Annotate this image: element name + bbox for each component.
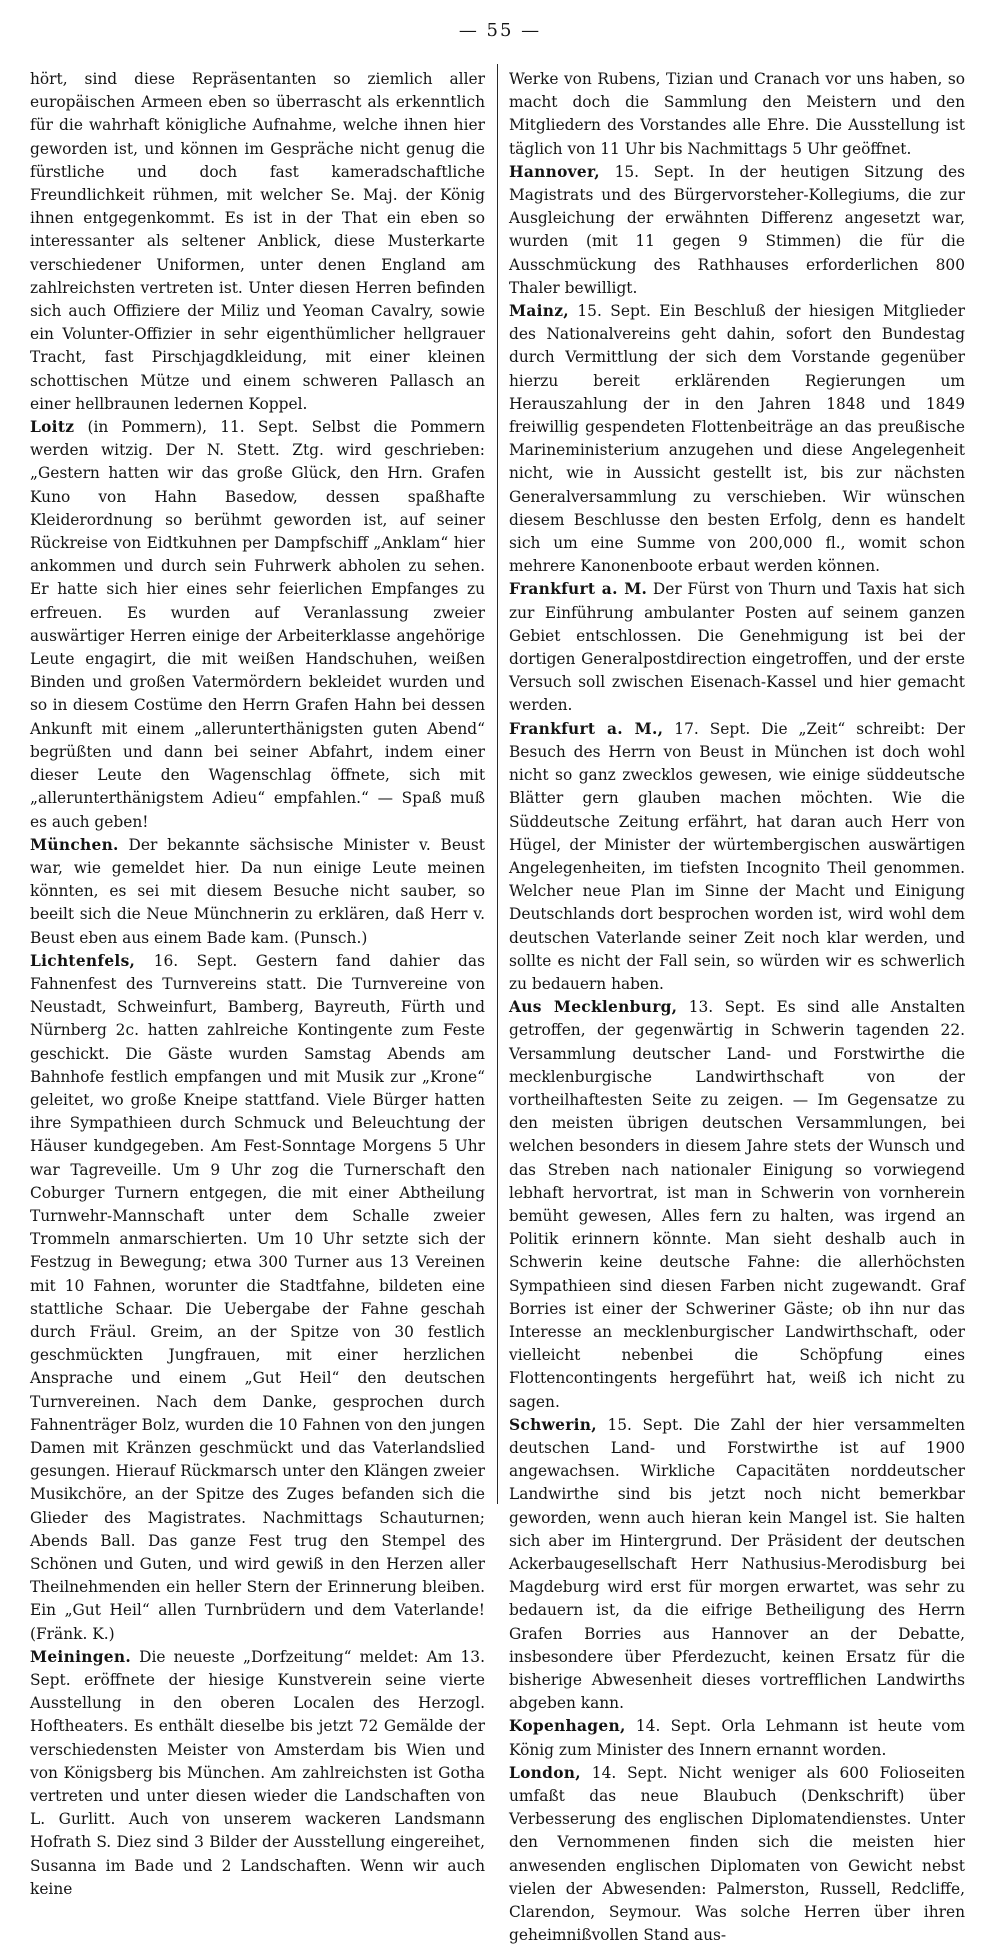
column-divider [497, 64, 498, 1504]
news-source: (Fränk. K.) [30, 1624, 115, 1643]
dateline-place: Aus Mecklenburg, [509, 998, 678, 1017]
news-item-london [509, 1762, 965, 1947]
news-source: (Punsch.) [293, 928, 368, 947]
dateline-place: Loitz [30, 418, 75, 437]
news-text: Der bekannte sächsische Minister v. Beust war, wie gemeldet hier. Da nun einige Leute meinen könnten, es sei mit diesem Besuche nicht sauber, so beeilt sich die Neue Münchnerin zu erklären, daß Herr v. Beust eben aus einem Bade kam. [30, 835, 485, 947]
right-column [509, 68, 966, 1945]
news-item-meiningen [30, 1646, 485, 1901]
dateline-place: Meiningen. [30, 1647, 132, 1666]
news-text: 15. Sept. In der heutigen Sitzung des Magistrats und des Bürgervorsteher-Kollegiums, die zur Ausgleichung der erwähnten Differenz angesetzt war, wurden (mit 11 gegen 9 Stimmen) die für die Ausschmückung des Rathhauses erforderlichen 800 Thaler bewilligt. [509, 162, 965, 297]
dateline-place: München. [30, 835, 119, 854]
news-item-hannover [509, 161, 965, 300]
dateline-place: Hannover, [509, 162, 600, 181]
article-continuation: Werke von Rubens, Tizian und Cranach vor uns haben, so macht doch die Sammlung den Meistern und den Mitgliedern des Vorstandes alle Ehre. Die Ausstellung ist täglich von 11 Uhr bis Nachmittags 5 Uhr geöffnet. [509, 70, 965, 158]
news-item-kopenhagen [509, 1715, 965, 1761]
dateline-place: Mainz, [509, 302, 569, 321]
news-text: Der Fürst von Thurn und Taxis hat sich zur Einführung ambulanter Posten auf seinem ganzen Gebiet entschlossen. Die Genehmigung ist bei der dortigen Generalpostdirection eingetroffen, und der erste Versuch soll zwischen Eisenach-Kassel und hier gemacht werden. [509, 580, 965, 715]
news-text: (in Pommern), 11. Sept. Selbst die Pommern werden witzig. Der N. Stett. Ztg. wird geschrieben: „Gestern hatten wir das große Glück, den Hrn. Grafen Kuno von Hahn Basedow, dessen spaßhafte Kleiderordnung so berühmt geworden ist, auf seiner Rückreise von Eidtkuhnen per Dampfschiff „Anklam“ hier ankommen und durch sein Fuhrwerk abholen zu sehen. Er hatte sich hier eines sehr feierlichen Empfanges zu erfreuen. Es wurden auf Veranlassung zweier auswärtiger Herren einige der Arbeiterklasse angehörige Leute engagirt, die mit weißen Handschuhen, weißen Binden und großen Vatermördern bekleidet wurden und so in diesem Costüme den Herrn Grafen Hahn bei dessen Ankunft mit einem „allerunterthänigsten guten Abend“ begrüßten und dann bei seiner Abfahrt, indem einer dieser Leute den Wagenschlag öffnete, sich mit „allerunterthänigstem Adieu“ empfahlen.“ — Spaß muß es auch geben! [30, 418, 485, 831]
news-item-frankfurt-2 [509, 718, 965, 996]
news-text: 17. Sept. Die „Zeit“ schreibt: Der Besuch des Herrn von Beust in München ist doch wohl nicht so ganz zwecklos gewesen, wie einige süddeutsche Blätter gern glauben machen möchten. Wie die Süddeutsche Zeitung erfährt, hat daran auch Herr von Hügel, der Minister der würtembergischen auswärtigen Angelegenheiten, im tiefsten Incognito Theil genommen. Welcher neue Plan im Sinne der Macht und Einigung Deutschlands dort besprochen worden ist, wird wohl dem deutschen Vaterlande seiner Zeit noch klar werden, und sollte es nicht der Fall sein, so würden wir es schwerlich zu bedauern haben. [509, 719, 966, 993]
news-text: Die neueste „Dorfzeitung“ meldet: Am 13. Sept. eröffnete der hiesige Kunstverein seine vierte Ausstellung in den oberen Localen des Herzogl. Hoftheaters. Es enthält dieselbe bis jetzt 72 Gemälde der verschiedensten Meister von Amsterdam bis Wien und von Königsberg bis München. Am zahlreichsten ist Gotha vertreten und unter diesen wieder die Landschaften von L. Gurlitt. Auch von unserem wackeren Landsmann Hofrath S. Diez sind 3 Bilder der Ausstellung eingereihet, Susanna im Bade und 2 Landschaften. Wenn wir auch keine [30, 1647, 485, 1898]
news-text: 15. Sept. Ein Beschluß der hiesigen Mitglieder des Nationalvereins geht dahin, sofort den Bundestag durch Vermittlung der sich dem Vorstande gegenüber hierzu bereit erklärenden Regierungen um Herauszahlung der in den Jahren 1848 und 1849 freiwillig gespendeten Flottenbeiträge an das preußische Marineministerium anzugehen und diese Angelegenheit nicht, wie in Aussicht gestellt ist, bis zur nächsten Generalversammlung zu verschieben. Wir wünschen diesem Beschlusse den besten Erfolg, denn es handelt sich um eine Summe von 200,000 fl., womit schon mehrere Kanonenboote erbaut werden können. [509, 302, 965, 576]
news-text: 15. Sept. Die Zahl der hier versammelten deutschen Land- und Forstwirthe ist auf 1900 angewachsen. Wirkliche Capacitäten norddeutscher Landwirthe sind bis jetzt noch nicht bemerkbar geworden, wenn auch hieran kein Mangel ist. Sie halten sich aber im Hintergrund. Der Präsident der deutschen Ackerbaugesellschaft Herr Nathusius-Merodisburg bei Magdeburg wird erst für morgen erwartet, was sehr zu bedauern ist, da die eifrige Betheiligung des Herrn Grafen Borries aus Hannover an der Debatte, insbesondere über Pferdezucht, keinen Ersatz für die bisherige Abwesenheit dieses vortrefflichen Landwirths abgeben kann. [509, 1415, 965, 1713]
dateline-place: London, [509, 1763, 581, 1782]
news-text: 14. Sept. Nicht weniger als 600 Folioseiten umfaßt das neue Blaubuch (Denkschrift) über Verbesserung des englischen Diplomatendienstes. Unter den Vernommenen finden sich die meisten hier anwesenden englischen Diplomaten von Gewicht nebst vielen der Abwesenden: Palmerston, Russell, Redcliffe, Clarendon, Seymour. Was solche Herren über ihren geheimnißvollen Stand aus- [509, 1763, 965, 1945]
left-column [30, 68, 485, 1898]
news-item-mecklenburg [509, 996, 965, 1414]
news-text: 14. Sept. Orla Lehmann ist heute vom König zum Minister des Innern ernannt worden. [509, 1717, 965, 1759]
news-text: 16. Sept. Gestern fand dahier das Fahnenfest des Turnvereins statt. Die Turnvereine von Neustadt, Schweinfurt, Bamberg, Bayreuth, Fürth und Nürnberg 2c. hatten zahlreiche Kontingente zum Feste geschickt. Die Gäste wurden Samstag Abends am Bahnhofe festlich empfangen und mit Musik zur „Krone“ geleitet, wo große Kneipe stattfand. Viele Bürger hatten ihre Sympathieen durch Schmuck und Beleuchtung der Häuser kundgegeben. Am Fest-Sonntage Morgens 5 Uhr war Tagreveille. Um 9 Uhr zog die Turnerschaft den Coburger Turnern entgegen, die mit einer Abtheilung Turnwehr-Mannschaft unter dem Schalle zweier Trommeln anmarschierten. Um 10 Uhr setzte sich der Festzug in Bewegung; etwa 300 Turner aus 13 Vereinen mit 10 Fahnen, worunter die Stadtfahne, bildeten eine stattliche Schaar. Die Uebergabe der Fahne geschah durch Fräul. Greim, an der Spitze von 30 festlich geschmückten Jungfrauen, mit einer herzlichen Ansprache und einem „Gut Heil“ den deutschen Turnvereinen. Nach dem Danke, gesprochen durch Fahnenträger Bolz, wurden die 10 Fahnen von den jungen Damen mit Kränzen geschmückt und das Vaterlandslied gesungen. Hierauf Rückmarsch unter den Klängen zweier Musikchöre, an der Spitze des Zuges befanden sich die Glieder des Magistrates. Nachmittags Schauturnen; Abends Ball. Das ganze Fest trug den Stempel des Schönen und Guten, und wird gewiß in den Herzen aller Theilnehmenden ein heller Stern der Erinnerung bleiben. Ein „Gut Heil“ allen Turnbrüdern und dem Vaterlande! [30, 951, 485, 1620]
dateline-place: Frankfurt a. M., [509, 719, 664, 738]
dateline-place: Lichtenfels, [30, 951, 136, 970]
news-item-muenchen [30, 834, 485, 950]
news-item-loitz [30, 416, 485, 834]
news-item-frankfurt-1 [509, 578, 965, 717]
page-number: — 55 — [458, 20, 542, 41]
news-item-lichtenfels [30, 950, 485, 1646]
news-item-schwerin [509, 1414, 965, 1716]
news-text: 13. Sept. Es sind alle Anstalten getroffen, der gegenwärtig in Schwerin tagenden 22. Versammlung deutscher Land- und Forstwirthe die mecklenburgische Landwirthschaft von der vortheilhaftesten Seite zu zeigen. — Im Gegensatze zu den meisten übrigen deutschen Versammlungen, bei welchen besonders in diesem Jahre stets der Wunsch und das Streben nach nationaler Einigung so vorwiegend lebhaft hervortrat, ist man in Schwerin von vornherein bemüht gewesen, Alles fern zu halten, was irgend an Politik erinnern könnte. Man sieht deshalb auch in Schwerin keine deutsche Fahne: die allerhöchsten Sympathieen sind diesen Farben nicht zugewandt. Graf Borries ist einer der Schweriner Gäste; ob ihn nur das Interesse an mecklenburgischer Landwirthschaft, oder vielleicht nebenbei die Schöpfung eines Flottencontingents hergeführt hat, weiß ich nicht zu sagen. [509, 998, 965, 1411]
article-continuation: hört, sind diese Repräsentanten so ziemlich aller europäischen Armeen eben so überrascht als erkenntlich für die wahrhaft königliche Aufnahme, welche ihnen hier geworden ist, und können im Gespräche nicht genug die fürstliche und doch fast kameradschaftliche Freundlichkeit rühmen, mit welcher Se. Maj. der König ihnen entgegenkommt. Es ist in der That ein eben so interessanter als seltener Anblick, diese Musterkarte verschiedener Uniformen, unter denen England am zahlreichsten vertreten ist. Unter diesen Herren befinden sich auch Offiziere der Miliz und Yeoman Cavalry, sowie ein Volunter-Offizier in sehr eigenthümlicher hellgrauer Tracht, fast Pirschjagdkleidung, mit einer kleinen schottischen Mütze und einem schweren Pallasch an einer hellbraunen ledernen Koppel. [30, 70, 485, 413]
dateline-place: Kopenhagen, [509, 1717, 626, 1736]
dateline-place: Schwerin, [509, 1415, 597, 1434]
news-item-mainz [509, 300, 965, 578]
dateline-place: Frankfurt a. M. [509, 580, 648, 599]
